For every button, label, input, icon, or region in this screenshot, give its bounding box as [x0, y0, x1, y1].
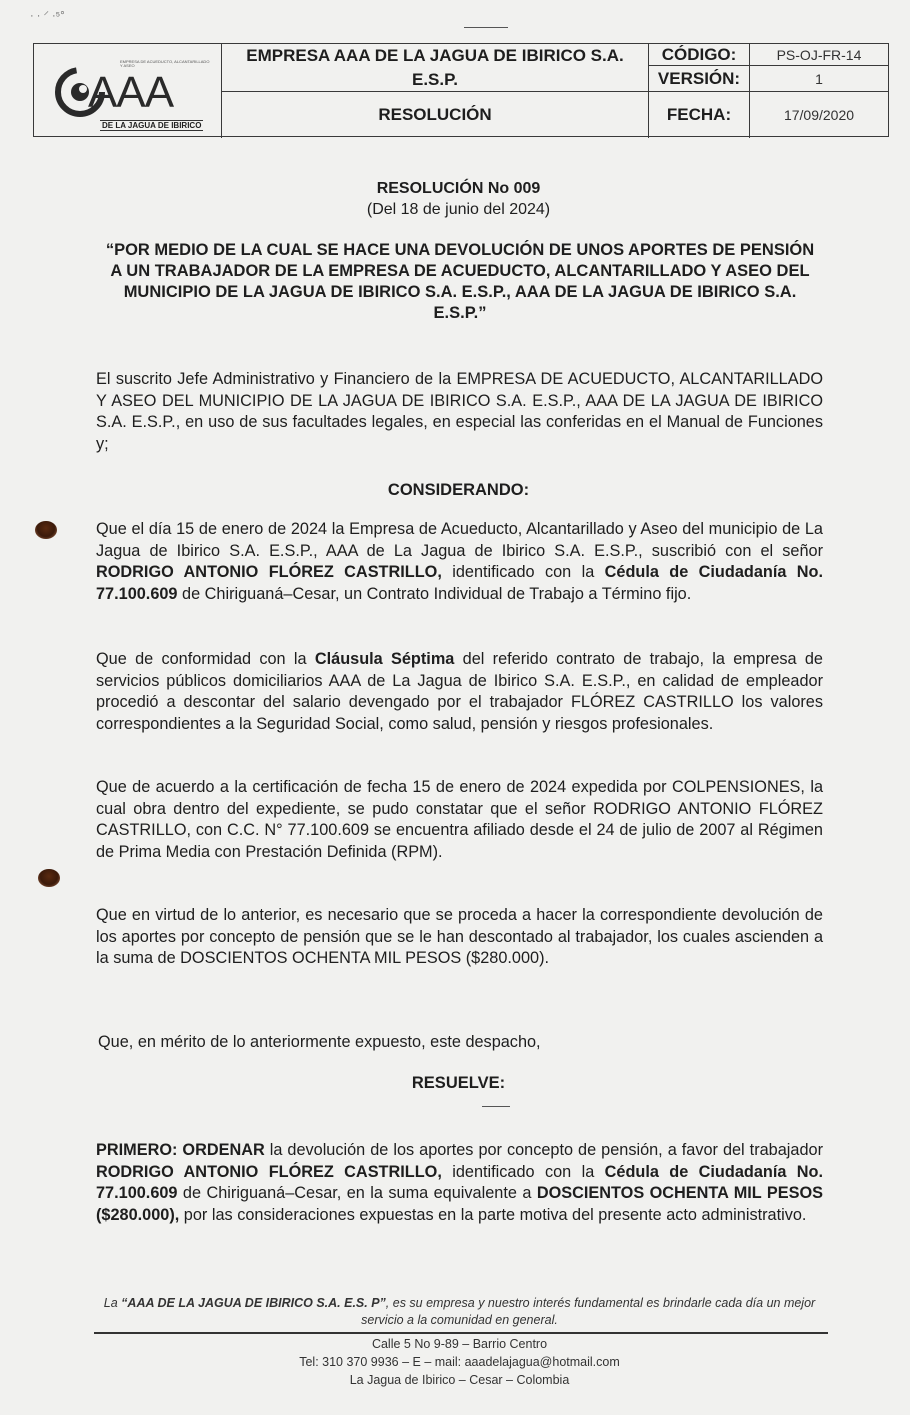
document-header-table	[33, 43, 889, 137]
primero-paragraph: PRIMERO: ORDENAR la devolución de los aportes por concepto de pensión, a favor del trabajador RODRIGO ANTONIO FLÓREZ CASTRILLO, identificado con la Cédula de Ciudadanía No. 77.100.609 de Chiriguaná–Cesar, en la suma equivalente a DOSCIENTOS OCHENTA MIL PESOS ($280.000), por las consideraciones expuestas en la parte motiva del presente acto administrativo.	[96, 1141, 823, 1224]
codigo-value: PS-OJ-FR-14	[750, 44, 888, 66]
punch-hole	[35, 521, 57, 539]
resuelve-heading: RESUELVE:	[411, 1074, 506, 1092]
divider	[464, 27, 508, 28]
fecha-label: FECHA:	[649, 92, 750, 138]
logo-subtitle: DE LA JAGUA DE IBIRICO	[102, 121, 202, 130]
resolution-date: (Del 18 de junio del 2024)	[366, 201, 551, 218]
version-label: VERSIÓN:	[649, 66, 750, 92]
punch-hole	[38, 869, 60, 887]
codigo-label: CÓDIGO:	[649, 44, 750, 66]
document-type: RESOLUCIÓN	[222, 92, 649, 138]
fecha-value: 17/09/2020	[783, 107, 855, 123]
resolution-title: “POR MEDIO DE LA CUAL SE HACE UNA DEVOLUCIÓN DE UNOS APORTES DE PENSIÓN A UN TRABAJADOR DE LA EMPRESA DE ACUEDUCTO, ALCANTARILLADO Y ASEO DEL MUNICIPIO DE LA JAGUA DE IBIRICO S.A. E.S.P., AAA DE LA JAGUA DE IBIRICO S.A. E.S.P.”	[105, 241, 815, 322]
footer-slogan: La “AAA DE LA JAGUA DE IBIRICO S.A. E.S. P”, es su empresa y nuestro interés fundamental es brindarle cada día un mejor servicio a la comunidad en general.	[103, 1296, 816, 1327]
logo-text: AAA	[88, 68, 174, 117]
logo-small-text: EMPRESA DE ACUEDUCTO, ALCANTARILLADO Y ASEO	[120, 59, 210, 68]
footer-divider	[94, 1332, 828, 1334]
footer-contact: Tel: 310 370 9936 – E – mail: aaadelajagua@hotmail.com	[299, 1355, 620, 1369]
considerando-paragraph-4: Que en virtud de lo anterior, es necesario que se proceda a hacer la correspondiente devolución de los aportes por concepto de pensión que se le han descontado al trabajador, los cuales ascienden a la suma de DOSCIENTOS OCHENTA MIL PESOS ($280.000).	[96, 906, 823, 967]
handwritten-mark: · · ⸍ ·⁵°	[30, 10, 65, 22]
version-value: 1	[750, 66, 888, 92]
footer-city: La Jagua de Ibirico – Cesar – Colombia	[349, 1373, 570, 1387]
merito-paragraph: Que, en mérito de lo anteriormente expuesto, este despacho,	[98, 1033, 541, 1051]
intro-paragraph: El suscrito Jefe Administrativo y Financiero de la EMPRESA DE ACUEDUCTO, ALCANTARILLADO Y ASEO DEL MUNICIPIO DE LA JAGUA DE IBIRICO S.A. E.S.P., AAA DE LA JAGUA DE IBIRICO S.A. E.S.P., en uso de sus facultades legales, en especial las conferidas en el Manual de Funciones y;	[96, 370, 823, 453]
divider	[482, 1106, 510, 1107]
considerando-paragraph-1: Que el día 15 de enero de 2024 la Empresa de Acueducto, Alcantarillado y Aseo del municipio de La Jagua de Ibirico S.A. E.S.P., AAA de La Jagua de Ibirico S.A. E.S.P., suscribió con el señor RODRIGO ANTONIO FLÓREZ CASTRILLO, identificado con la Cédula de Ciudadanía No. 77.100.609 de Chiriguaná–Cesar, un Contrato Individual de Trabajo a Término fijo.	[96, 520, 823, 603]
company-name: EMPRESA AAA DE LA JAGUA DE IBIRICO S.A. E.S.P.	[222, 44, 649, 92]
considerando-paragraph-3: Que de acuerdo a la certificación de fecha 15 de enero de 2024 expedida por COLPENSIONES, la cual obra dentro del expediente, se pudo constatar que el señor RODRIGO ANTONIO FLÓREZ CASTRILLO, con C.C. N° 77.100.609 se encuentra afiliado desde el 24 de julio de 2007 al Régimen de Prima Media con Prestación Definida (RPM).	[96, 778, 823, 861]
considerando-heading: CONSIDERANDO:	[387, 481, 530, 499]
considerando-paragraph-2: Que de conformidad con la Cláusula Séptima del referido contrato de trabajo, la empresa de servicios públicos domiciliarios AAA de La Jagua de Ibirico S.A. E.S.P., en calidad de empleador procedió a descontar del salario devengado por el trabajador FLÓREZ CASTRILLO los valores correspondientes a la Seguridad Social, como salud, pensión y riesgos profesionales.	[96, 650, 823, 733]
footer-address: Calle 5 No 9-89 – Barrio Centro	[371, 1337, 548, 1351]
footer-address-block	[92, 1335, 827, 1389]
resolution-number: RESOLUCIÓN No 009	[376, 180, 541, 197]
company-logo	[34, 44, 222, 138]
